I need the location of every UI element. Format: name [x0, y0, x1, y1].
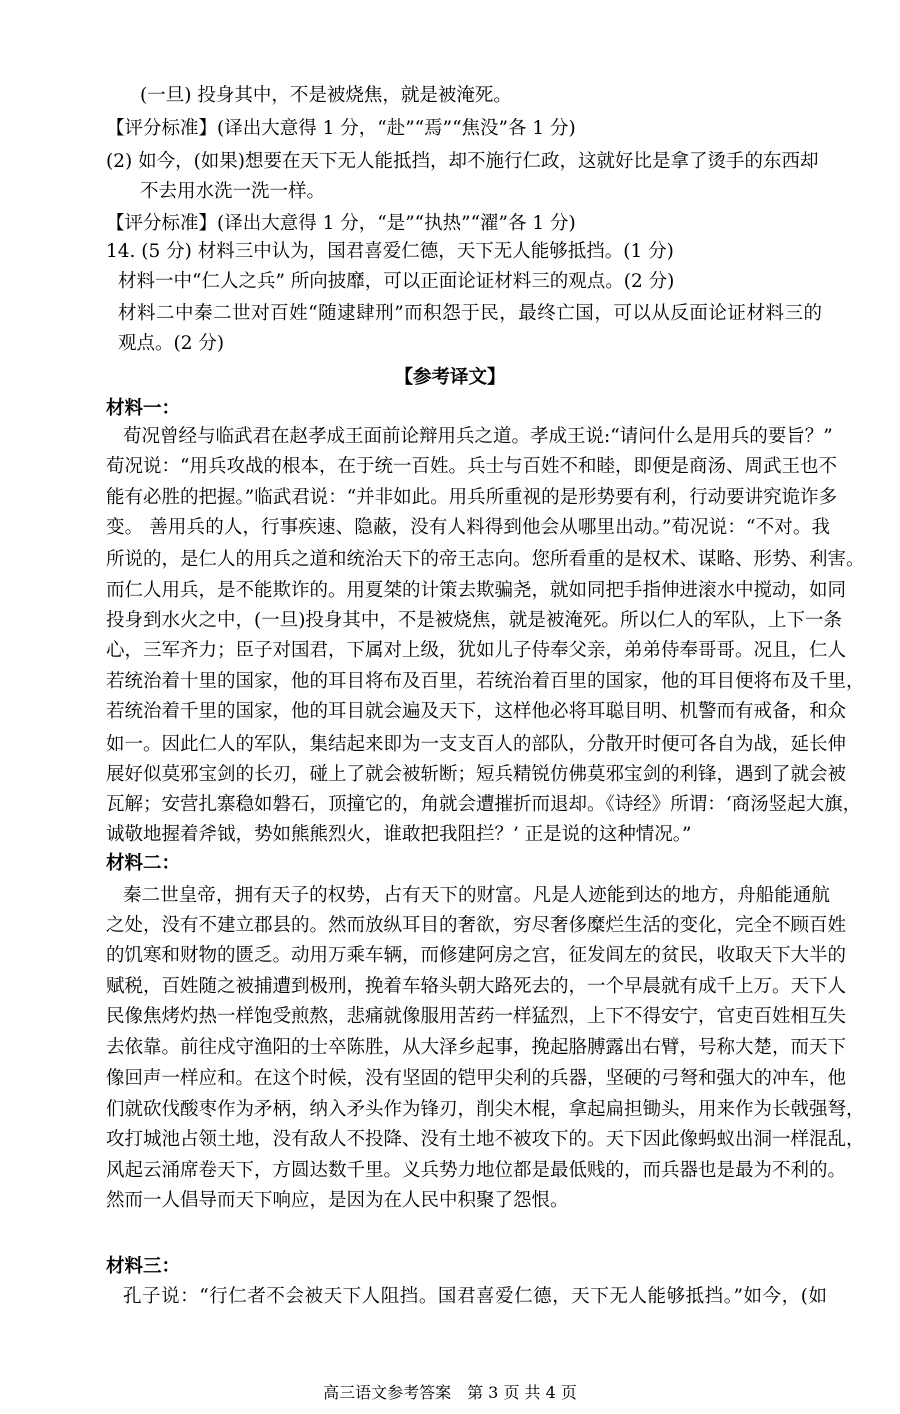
q13-part2-line2: 不去用水洗一洗一样。 — [140, 181, 326, 202]
material-1-line: 荀况说：“用兵攻战的根本，在于统一百姓。兵士与百姓不和睦，即便是商汤、周武王也不 — [106, 456, 837, 477]
q14-line3: 材料二中秦二世对百姓“随逮肆刑”而积怨于民，最终亡国，可以从反面论证材料三的 — [118, 303, 822, 324]
q14-line2: 材料一中“仁人之兵” 所向披靡，可以正面论证材料三的观点。(2 分) — [118, 271, 675, 292]
material-1-line: 投身到水火之中，(一旦)投身其中，不是被烧焦，就是被淹死。所以仁人的军队，上下一条 — [106, 610, 842, 631]
material-3-label: 材料三： — [106, 1256, 181, 1277]
material-2-line: 去依靠。前往戍守渔阳的士卒陈胜，从大泽乡起事，挽起胳膊露出右臂，号称大楚，而天下 — [106, 1037, 847, 1058]
q13-translation-line: (一旦) 投身其中，不是被烧焦，就是被淹死。 — [140, 85, 512, 106]
q13-scoring-standard-2: 【评分标准】(译出大意得 1 分，“是”“执热”“濯”各 1 分) — [106, 213, 576, 234]
material-1-line: 展好似莫邪宝剑的长刃，碰上了就会被斩断；短兵精锐仿佛莫邪宝剑的利锋，遇到了就会被 — [106, 764, 847, 785]
material-1-line: 所说的，是仁人的用兵之道和统治天下的帝王志向。您所看重的是权术、谋略、形势、利害。 — [106, 549, 865, 570]
q13-scoring-standard-1: 【评分标准】(译出大意得 1 分，“赴”“焉”“焦没”各 1 分) — [106, 118, 576, 139]
material-1-line: 诚敬地握着斧钺，势如熊熊烈火，谁敢把我阻拦？’ 正是说的这种情况。” — [106, 824, 692, 845]
material-1-line: 能有必胜的把握。”临武君说：“并非如此。用兵所重视的是形势要有利，行动要讲究诡诈多 — [106, 487, 838, 508]
q13-part2-line1: (2) 如今，(如果)想要在天下无人能抵挡，却不施行仁政，这就好比是拿了烫手的东西却 — [106, 151, 819, 172]
material-1-label: 材料一： — [106, 398, 181, 419]
material-1-line: 心，三军齐力；臣子对国君，下属对上级，犹如儿子侍奉父亲，弟弟侍奉哥哥。况且，仁人 — [106, 640, 847, 661]
material-1-line: 如一。因此仁人的军队，集结起来即为一支支百人的部队，分散开时便可各自为战，延长伸 — [106, 734, 847, 755]
material-2-line: 像回声一样应和。在这个时候，没有坚固的铠甲尖利的兵器，坚硬的弓弩和强大的冲车，他 — [106, 1068, 847, 1089]
page-footer: 高三语文参考答案 第 3 页 共 4 页 — [323, 1383, 577, 1402]
material-1-line: 若统治着千里的国家，他的耳目就会遍及天下，这样他必将耳聪目明、机警而有戒备，和众 — [106, 701, 847, 722]
q14-line4: 观点。(2 分) — [118, 333, 225, 354]
material-2-line: 们就砍伐酸枣作为矛柄，纳入矛头作为锋刃，削尖木棍，拿起扁担锄头，用来作为长戟强弩， — [106, 1099, 865, 1120]
material-2-line: 之处，没有不建立郡县的。然而放纵耳目的奢欲，穷尽奢侈糜烂生活的变化，完全不顾百姓 — [106, 915, 847, 936]
material-3-line: 孔子说：“行仁者不会被天下人阻挡。国君喜爱仁德，天下无人能够抵挡。”如今，(如 — [123, 1286, 827, 1307]
material-2-line: 赋税，百姓随之被捕遭到极刑，挽着车辂头朝大路死去的，一个早晨就有成千上万。天下人 — [106, 976, 847, 997]
material-1-line: 瓦解；安营扎寨稳如磐石，顶撞它的，角就会遭摧折而退却。《诗经》所谓：‘商汤竖起大旗， — [106, 794, 862, 815]
material-1-line: 而仁人用兵，是不能欺诈的。用夏桀的计策去欺骗尧，就如同把手指伸进滚水中搅动，如同 — [106, 580, 847, 601]
material-2-line: 民像焦烤灼热一样饱受煎熬，悲痛就像服用苦药一样猛烈，上下不得安宁，官吏百姓相互失 — [106, 1006, 847, 1027]
material-2-line: 的饥寒和财物的匮乏。动用万乘车辆，而修建阿房之宫，征发闾左的贫民，收取天下大半的 — [106, 945, 847, 966]
material-1-line: 荀况曾经与临武君在赵孝成王面前论辩用兵之道。孝成王说:“请问什么是用兵的要旨？” — [123, 426, 833, 447]
material-2-line: 风起云涌席卷天下，方圆达数千里。义兵势力地位都是最低贱的，而兵器也是最为不利的。 — [106, 1160, 847, 1181]
material-2-line: 秦二世皇帝，拥有天子的权势，占有天下的财富。凡是人迹能到达的地方，舟船能通航 — [123, 885, 830, 906]
translation-heading: 【参考译文】 — [394, 367, 506, 388]
material-2-line: 然而一人倡导而天下响应，是因为在人民中积聚了怨恨。 — [106, 1190, 569, 1211]
material-1-line: 变。 善用兵的人，行事疾速、隐蔽，没有人料得到他会从哪里出动。”荀况说：“不对。我 — [106, 517, 830, 538]
material-1-line: 若统治着十里的国家，他的耳目将布及百里，若统治着百里的国家，他的耳目便将布及千里， — [106, 671, 865, 692]
q14-line1: 14. (5 分) 材料三中认为，国君喜爱仁德，天下无人能够抵挡。(1 分) — [106, 241, 674, 262]
material-2-line: 攻打城池占领土地，没有敌人不投降、没有土地不被攻下的。天下因此像蚂蚁出洞一样混乱， — [106, 1129, 865, 1150]
material-2-label: 材料二： — [106, 853, 181, 874]
